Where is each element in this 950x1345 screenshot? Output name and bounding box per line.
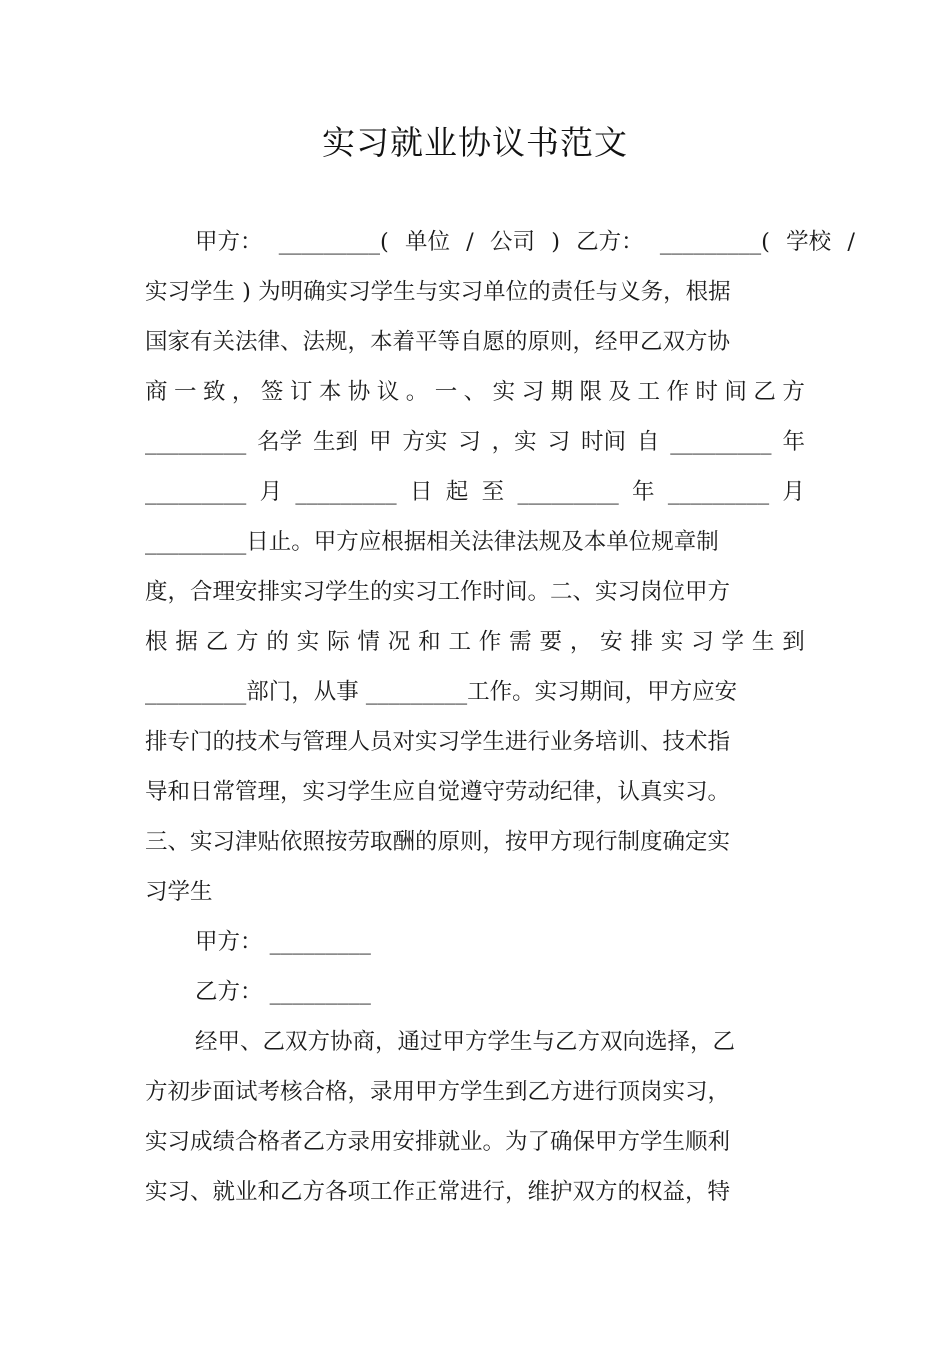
paragraph-line: 经甲、乙双方协商，通过甲方学生与乙方双向选择，乙 <box>195 1029 736 1055</box>
paragraph-line: 根 据 乙 方 的 实 际 情 况 和 工 作 需 要 ， 安 排 实 习 学 生 到 <box>145 629 805 655</box>
document-body <box>145 217 855 1217</box>
paragraph-line: 实习、就业和乙方各项工作正常进行，维护双方的权益，特 <box>145 1179 731 1205</box>
paragraph-line: 实习学生 ) 为明确实习学生与实习单位的责任与义务，根据 <box>145 279 731 305</box>
paragraph-line: 商 一 致 ， 签 订 本 协 议 。 一 、 实 习 期 限 及 工 作 时 间 乙 方 <box>145 379 805 405</box>
paragraph-line: 习学生 <box>145 879 213 905</box>
paragraph-line: _________日止。甲方应根据相关法律法规及本单位规章制 <box>145 529 719 555</box>
paragraph-line: 国家有关法律、法规，本着平等自愿的原则，经甲乙双方协 <box>145 329 731 355</box>
paragraph-line: 方初步面试考核合格，录用甲方学生到乙方进行顶岗实习， <box>145 1079 731 1105</box>
signature-party-b: 乙方： _________ <box>195 979 371 1005</box>
paragraph-line: 度，合理安排实习学生的实习工作时间。二、实习岗位甲方 <box>145 579 731 605</box>
paragraph-line: 导和日常管理，实习学生应自觉遵守劳动纪律，认真实习。 <box>145 779 731 805</box>
paragraph-line: 三、实习津贴依照按劳取酬的原则，按甲方现行制度确定实 <box>145 829 731 855</box>
paragraph-line: _________ 名学 生到 甲 方实 习 ，实 习 时间 自 _________ 年 <box>145 429 805 455</box>
paragraph-line: _________ 月 _________ 日 起 至 _________ 年 _________ 月 <box>145 479 805 505</box>
paragraph-line: 甲方： _________( 单位 / 公司 ) 乙方： _________( 学校 / <box>195 229 855 255</box>
paragraph-line: 实习成绩合格者乙方录用安排就业。为了确保甲方学生顺利 <box>145 1129 731 1155</box>
signature-party-a: 甲方： _________ <box>195 929 371 955</box>
paragraph-line: _________部门，从事 _________工作。实习期间，甲方应安 <box>145 679 738 705</box>
paragraph-line: 排专门的技术与管理人员对实习学生进行业务培训、技术指 <box>145 729 731 755</box>
document-title: 实习就业协议书范文 <box>322 123 628 162</box>
